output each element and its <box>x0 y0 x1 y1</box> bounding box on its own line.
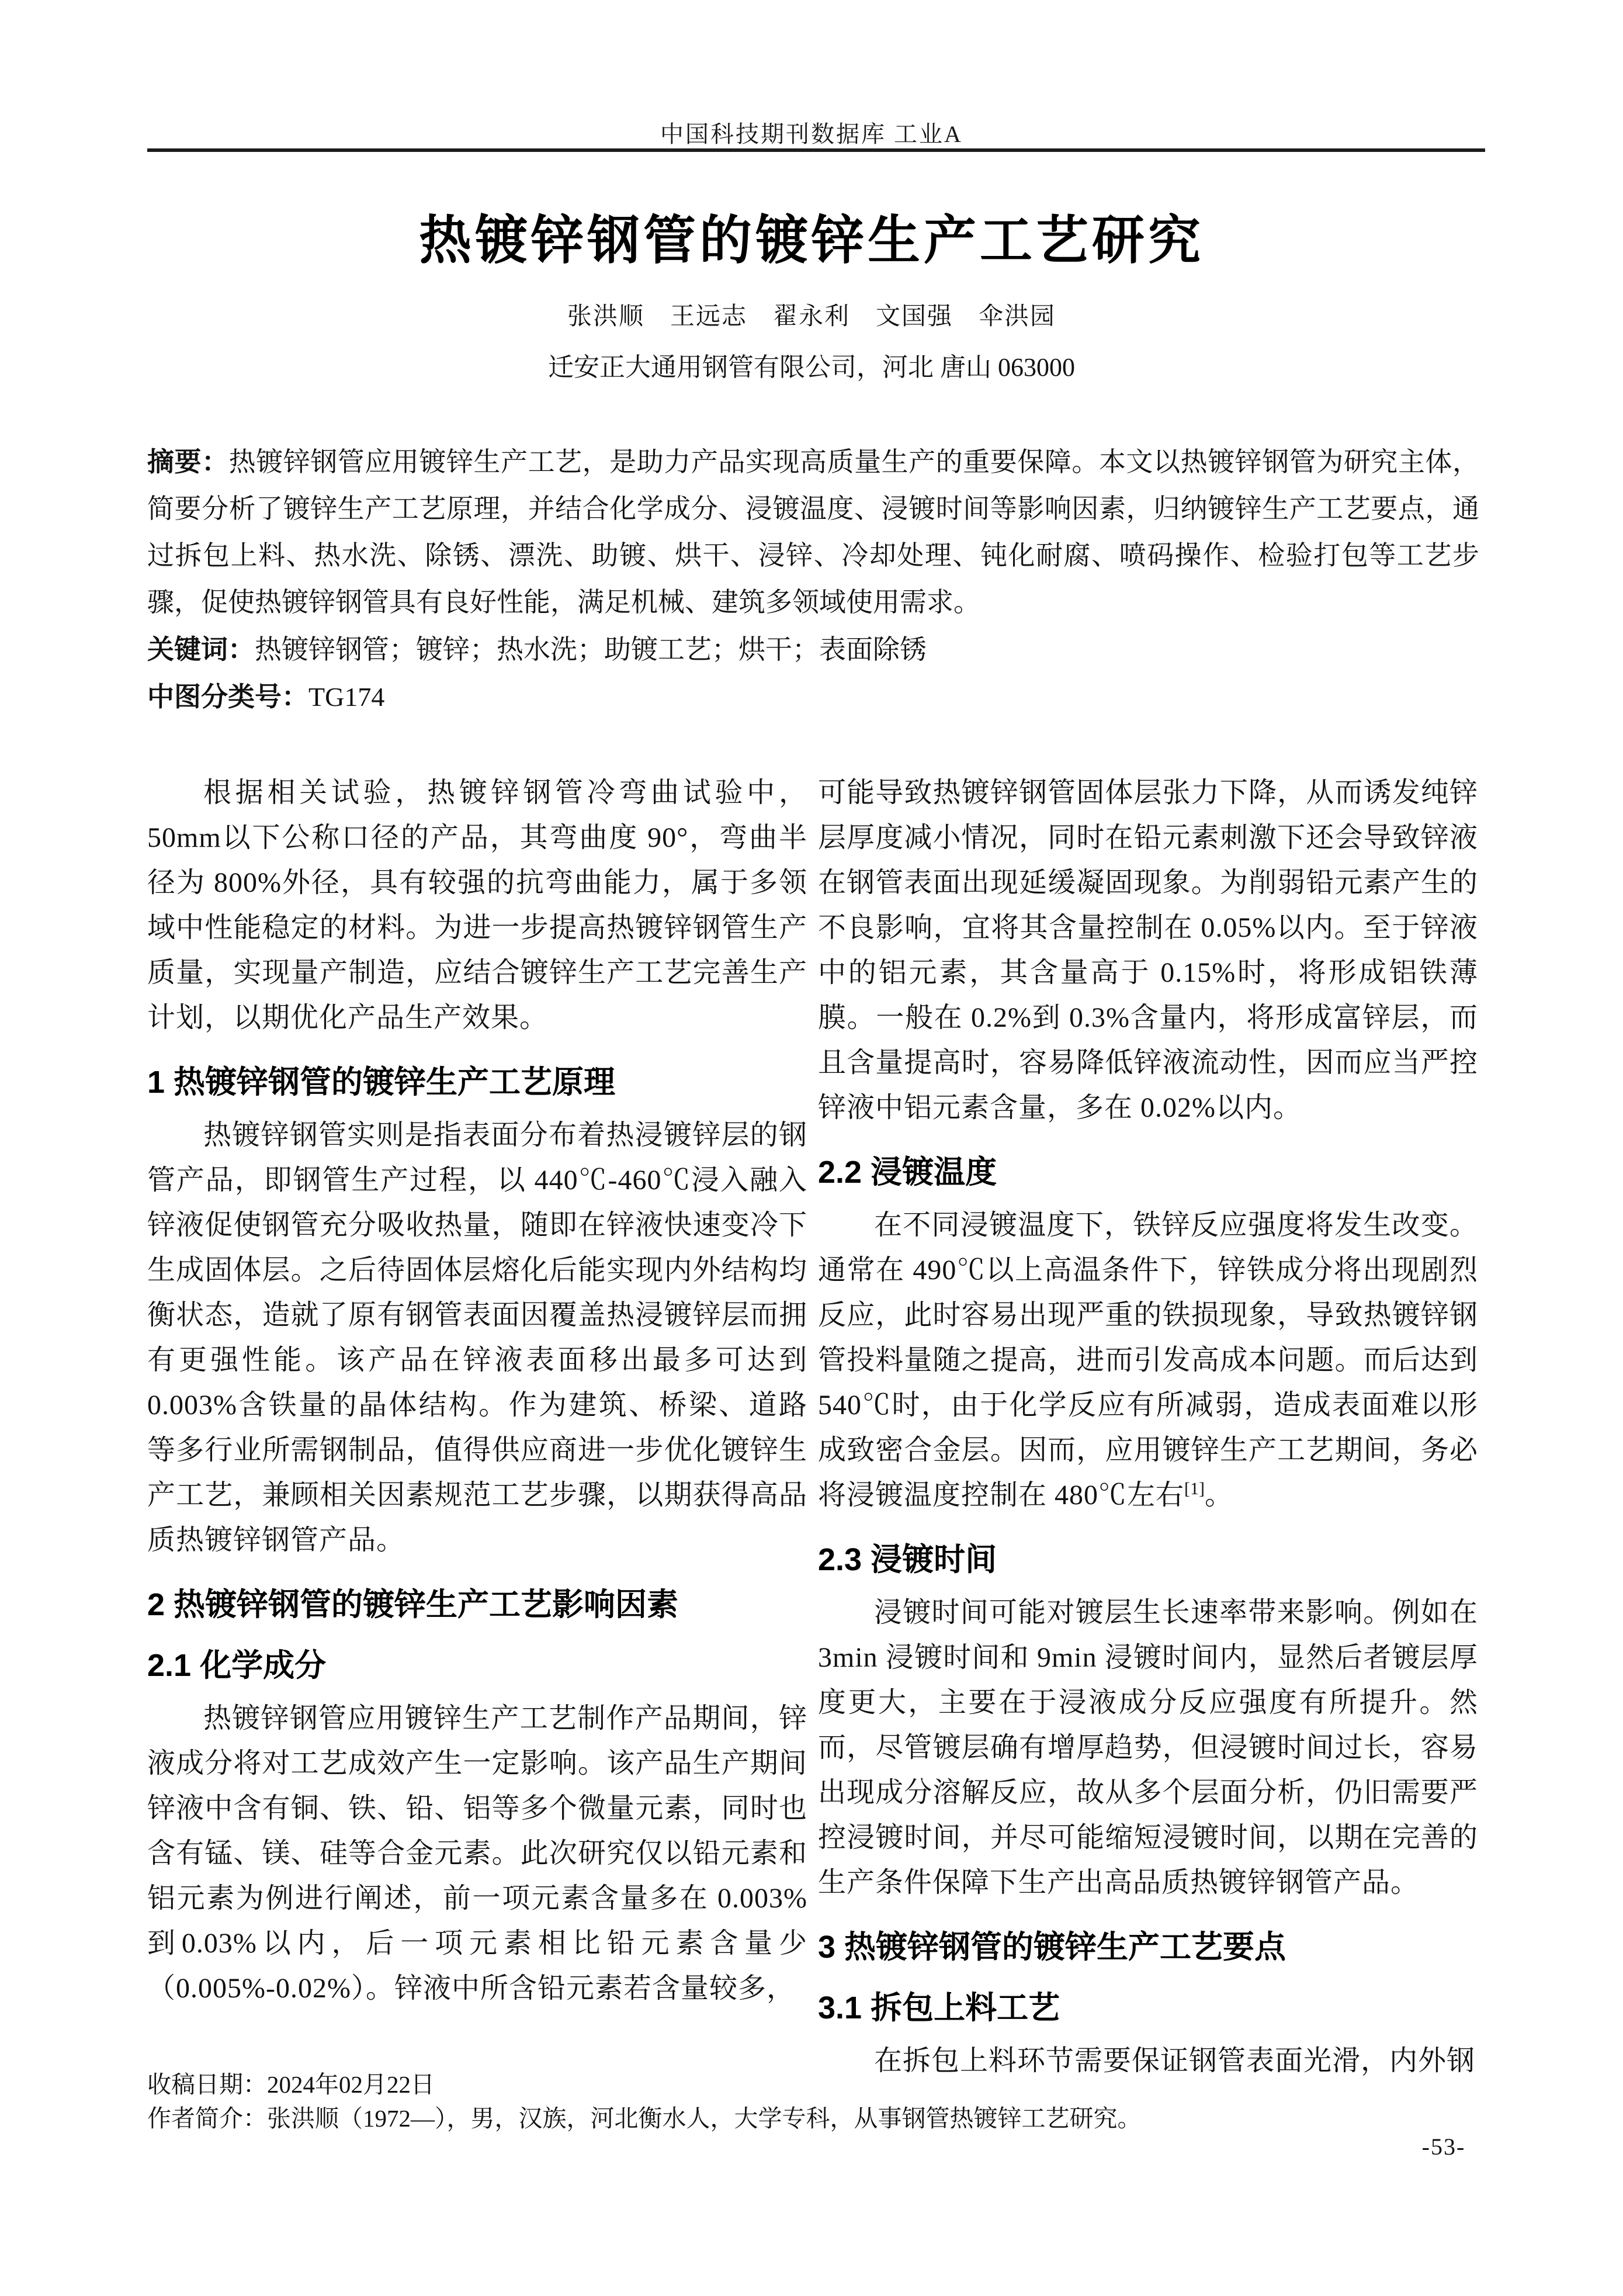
received-date-value: 2024年02月22日 <box>267 2071 435 2098</box>
paragraph-dipping-temperature <box>818 1203 1478 1518</box>
abstract-block <box>147 438 1479 721</box>
paragraph-unpacking-feeding: 在拆包上料环节需要保证钢管表面光滑，内外钢 <box>874 2045 1476 2076</box>
journal-header: 中国科技期刊数据库 工业A <box>660 121 963 147</box>
clc-line <box>147 673 1479 721</box>
clc-label: 中图分类号： <box>147 681 308 712</box>
paragraph-chemical-composition-cont: 可能导致热镀锌钢管固体层张力下降，从而诱发纯锌层厚度减小情况，同时在铅元素刺激下还会导致锌液在钢管表面出现延缓凝固现象。为削弱铅元素产生的不良影响，宜将其含量控制在 0.05%以内。至于锌液中的铝元素，其含量高于 0.15%时，将形成铝铁薄膜。一般在 0.2%到 0.3%含量内，将形成富锌层，而且含量提高时，容易降低锌液流动性，因而应当严控锌液中铝元素含量，多在 0.02%以内。 <box>818 777 1478 1123</box>
citation-ref-1: [1] <box>1184 1479 1205 1498</box>
received-date-line <box>147 2068 1479 2101</box>
heading-section-1: 1 热镀锌钢管的镀锌生产工艺原理 <box>147 1065 616 1100</box>
paragraph-chemical-composition: 热镀锌钢管应用镀锌生产工艺制作产品期间，锌液成分将对工艺成效产生一定影响。该产品生产期间锌液中含有铜、铁、铅、铝等多个微量元素，同时也含有锰、镁、硅等合金元素。此次研究仅以铅元素和铝元素为例进行阐述，前一项元素含量多在 0.003%到0.03%以内，后一项元素相比铅元素含量少（0.005%-0.02%）。锌液中所含铅元素若含量较多， <box>147 1703 807 2004</box>
author-bio-label: 作者简介： <box>147 2105 267 2132</box>
paragraph-dipping-temperature-text: 在不同浸镀温度下，铁锌反应强度将发生改变。通常在 490℃以上高温条件下，锌铁成分将出现剧烈反应，此时容易出现严重的铁损现象，导致热镀锌钢管投料量随之提高，进而引发高成本问题。而后达到540℃时，由于化学反应有所减弱，造成表面难以形成致密合金层。因而，应用镀锌生产工艺期间，务必将浸镀温度控制在 480℃左右 <box>818 1210 1478 1511</box>
abstract-label: 摘要： <box>147 446 229 477</box>
page-number: -53- <box>1421 2134 1466 2160</box>
abstract-paragraph <box>147 438 1479 626</box>
heading-section-2: 2 热镀锌钢管的镀锌生产工艺影响因素 <box>147 1587 679 1622</box>
paragraph-dipping-temperature-end: 。 <box>1205 1480 1234 1511</box>
paragraph-intro: 根据相关试验，热镀锌钢管冷弯曲试验中，50mm以下公称口径的产品，其弯曲度 90°，弯曲半径为 800%外径，具有较强的抗弯曲能力，属于多领域中性能稳定的材料。为进一步提高热镀锌钢管生产质量，实现量产制造，应结合镀锌生产工艺完善生产计划，以期优化产品生产效果。 <box>147 777 807 1033</box>
heading-section-2-2: 2.2 浸镀温度 <box>818 1155 997 1190</box>
heading-section-3: 3 热镀锌钢管的镀锌生产工艺要点 <box>818 1930 1286 1965</box>
keywords-text: 热镀锌钢管；镀锌；热水洗；助镀工艺；烘干；表面除锈 <box>255 635 927 664</box>
heading-section-2-3: 2.3 浸镀时间 <box>818 1542 997 1577</box>
paragraph-dipping-time: 浸镀时间可能对镀层生长速率带来影响。例如在3min 浸镀时间和 9min 浸镀时间内，显然后者镀层厚度更大，主要在于浸液成分反应强度有所提升。然而，尽管镀层确有增厚趋势，但浸镀时间过长，容易出现成分溶解反应，故从多个层面分析，仍旧需要严控浸镀时间，并尽可能缩短浸镀时间，以期在完善的生产条件保障下生产出高品质热镀锌钢管产品。 <box>818 1597 1478 1898</box>
heading-section-3-1: 3.1 拆包上料工艺 <box>818 1990 1060 2025</box>
heading-section-2-1: 2.1 化学成分 <box>147 1648 327 1683</box>
paragraph-principle: 热镀锌钢管实则是指表面分布着热浸镀锌层的钢管产品，即钢管生产过程，以 440℃-460℃浸入融入锌液促使钢管充分吸收热量，随即在锌液快速变冷下生成固体层。之后待固体层熔化后能实现内外结构均衡状态，造就了原有钢管表面因覆盖热浸镀锌层而拥有更强性能。该产品在锌液表面移出最多可达到 0.003%含铁量的晶体结构。作为建筑、桥梁、道路等多行业所需钢制品，值得供应商进一步优化镀锌生产工艺，兼顾相关因素规范工艺步骤，以期获得高品质热镀锌钢管产品。 <box>147 1120 807 1556</box>
footnote <box>147 2068 1479 2135</box>
right-column <box>818 770 1478 2083</box>
received-date-label: 收稿日期： <box>147 2071 267 2098</box>
keywords-label: 关键词： <box>147 634 255 664</box>
author-list: 张洪顺 王远志 翟永利 文国强 伞洪园 <box>567 303 1056 330</box>
clc-value: TG174 <box>308 682 385 712</box>
article-title: 热镀锌钢管的镀锌生产工艺研究 <box>419 212 1204 270</box>
author-bio-value: 张洪顺（1972—），男，汉族，河北衡水人，大学专科，从事钢管热镀锌工艺研究。 <box>267 2105 1142 2132</box>
left-column <box>147 770 807 2011</box>
affiliation: 迁安正大通用钢管有限公司，河北 唐山 063000 <box>548 353 1075 382</box>
author-bio-line <box>147 2101 1479 2135</box>
header-rule <box>147 148 1485 152</box>
keywords-line <box>147 626 1479 673</box>
abstract-text: 热镀锌钢管应用镀锌生产工艺，是助力产品实现高质量生产的重要保障。本文以热镀锌钢管为研究主体，简要分析了镀锌生产工艺原理，并结合化学成分、浸镀温度、浸镀时间等影响因素，归纳镀锌生产工艺要点，通过拆包上料、热水洗、除锈、漂洗、助镀、烘干、浸锌、冷却处理、钝化耐腐、喷码操作、检验打包等工艺步骤，促使热镀锌钢管具有良好性能，满足机械、建筑多领域使用需求。 <box>147 447 1479 617</box>
